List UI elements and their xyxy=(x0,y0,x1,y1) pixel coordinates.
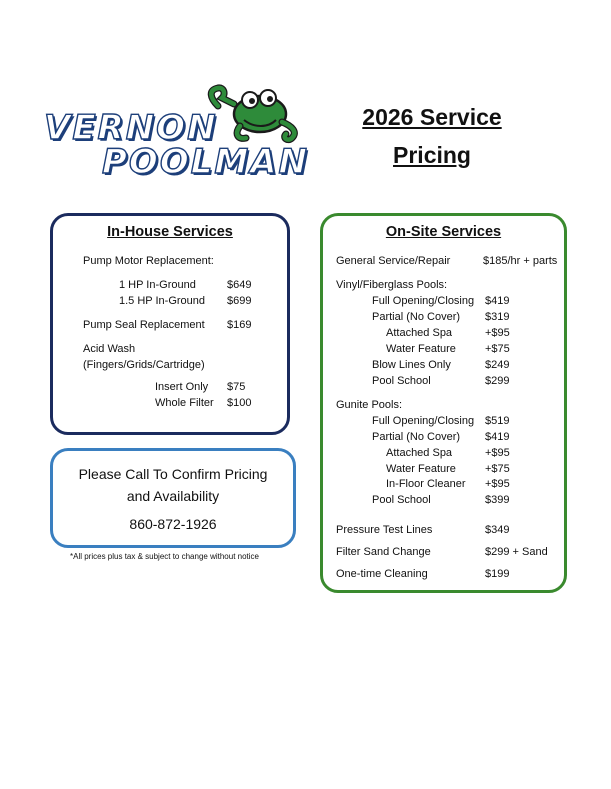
vinyl-item-label: Water Feature xyxy=(386,343,456,355)
vinyl-heading: Vinyl/Fiberglass Pools: xyxy=(336,279,448,291)
sand-label: Filter Sand Change xyxy=(336,546,431,558)
cleaning-label: One-time Cleaning xyxy=(336,568,428,580)
call-line-2: and Availability xyxy=(126,488,220,504)
vinyl-item-label: Partial (No Cover) xyxy=(372,311,461,323)
insert-label: Insert Only xyxy=(155,381,209,393)
gunite-item-price: +$95 xyxy=(485,447,510,459)
vinyl-item-price: $319 xyxy=(485,311,510,323)
pressure-label: Pressure Test Lines xyxy=(336,524,433,536)
seal-price: $169 xyxy=(227,319,252,331)
gunite-item-label: Water Feature xyxy=(386,463,456,475)
insert-price: $75 xyxy=(227,381,246,393)
gunite-item-label: Attached Spa xyxy=(386,447,453,459)
gunite-item-label: Full Opening/Closing xyxy=(372,415,475,427)
hp1-label: 1 HP In-Ground xyxy=(119,279,196,291)
gunite-item-price: +$75 xyxy=(485,463,510,475)
onsite-services-box xyxy=(320,213,567,593)
gunite-item-label: Partial (No Cover) xyxy=(372,431,461,443)
hp1-price: $649 xyxy=(227,279,252,291)
call-message xyxy=(53,463,293,507)
inhouse-heading: In-House Services xyxy=(107,224,233,240)
call-to-confirm-box xyxy=(50,448,296,548)
gunite-item-price: +$95 xyxy=(485,478,510,490)
acid-sub-label: (Fingers/Grids/Cartridge) xyxy=(83,359,205,371)
gunite-item-price: $399 xyxy=(485,494,510,506)
cleaning-price: $199 xyxy=(485,568,510,580)
whole-price: $100 xyxy=(227,397,252,409)
vinyl-item-label: Full Opening/Closing xyxy=(372,295,475,307)
inhouse-services-box xyxy=(50,213,290,435)
vinyl-item-price: $249 xyxy=(485,359,510,371)
vinyl-item-label: Attached Spa xyxy=(386,327,453,339)
title-line-2: Pricing xyxy=(393,142,471,168)
vinyl-item-label: Pool School xyxy=(372,375,431,387)
vinyl-item-label: Blow Lines Only xyxy=(372,359,451,371)
vernon-poolman-logo xyxy=(44,84,309,184)
acid-label: Acid Wash xyxy=(83,343,136,355)
vinyl-item-price: $419 xyxy=(485,295,510,307)
vinyl-item-price: +$95 xyxy=(485,327,510,339)
title-line-1: 2026 Service xyxy=(362,104,502,130)
vinyl-item-price: $299 xyxy=(485,375,510,387)
phone-number[interactable]: 860-872-1926 xyxy=(129,516,217,532)
seal-label: Pump Seal Replacement xyxy=(83,319,205,331)
hp15-label: 1.5 HP In-Ground xyxy=(119,295,206,307)
call-line-1: Please Call To Confirm Pricing xyxy=(78,466,268,482)
gunite-item-price: $419 xyxy=(485,431,510,443)
pricing-footnote: *All prices plus tax & subject to change without notice xyxy=(70,552,259,561)
whole-label: Whole Filter xyxy=(155,397,214,409)
gunite-item-label: Pool School xyxy=(372,494,431,506)
general-price: $185/hr + parts xyxy=(483,255,558,267)
gunite-item-price: $519 xyxy=(485,415,510,427)
gunite-heading: Gunite Pools: xyxy=(336,399,403,411)
sand-price: $299 + Sand xyxy=(485,546,548,558)
onsite-heading: On-Site Services xyxy=(385,224,502,240)
logo-word-poolman: POOLMAN xyxy=(102,142,309,182)
vinyl-item-price: +$75 xyxy=(485,343,510,355)
frog-icon xyxy=(204,84,304,144)
general-label: General Service/Repair xyxy=(336,255,451,267)
pressure-price: $349 xyxy=(485,524,510,536)
gunite-item-label: In-Floor Cleaner xyxy=(386,478,466,490)
pump-motor-label: Pump Motor Replacement: xyxy=(83,255,214,267)
hp15-price: $699 xyxy=(227,295,252,307)
page-title xyxy=(352,98,512,174)
logo-word-vernon: VERNON xyxy=(44,108,218,148)
